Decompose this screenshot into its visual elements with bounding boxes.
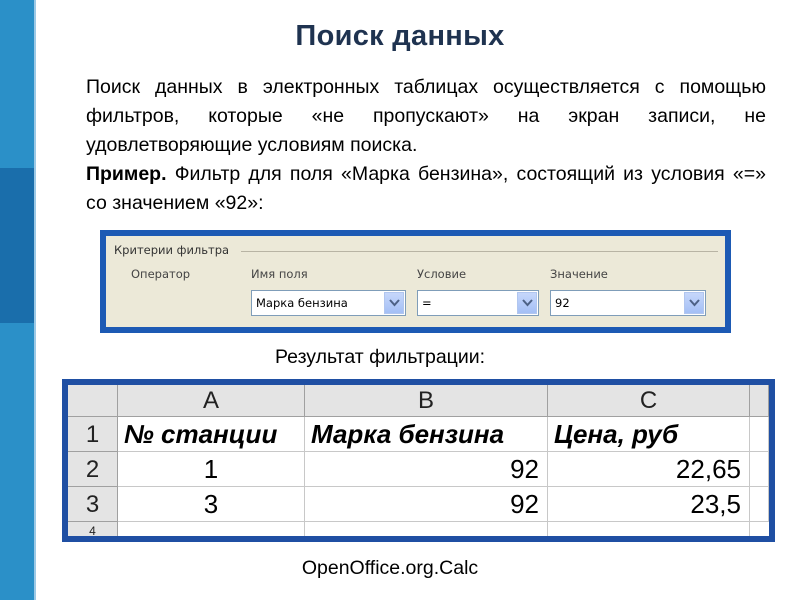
result-spreadsheet [68,385,769,536]
cell-a2[interactable]: 1 [118,452,305,487]
chevron-down-icon[interactable] [384,292,404,314]
cell-c3[interactable]: 23,5 [548,487,750,522]
sheet-corner[interactable] [68,385,118,417]
example-label: Пример. [86,163,167,185]
left-decorative-stripe [0,0,34,600]
cell-d1[interactable] [750,417,769,452]
paragraph-intro [86,73,766,160]
column-label-field-name: Имя поля [251,267,308,281]
cell-b3[interactable]: 92 [305,487,548,522]
field-name-value: Марка бензина [256,296,348,310]
column-header-b[interactable]: B [305,385,548,417]
row-header-1[interactable]: 1 [68,417,118,452]
slide-title: Поиск данных [295,20,505,52]
intro-text: Поиск данных в электронных таблицах осуществляется с помощью фильтров, которые «не пропускают» на экран записи, не удовлетворяющие условиям поиска. [86,76,766,156]
cell-a4[interactable] [118,522,305,536]
value-select[interactable] [550,290,706,316]
result-label: Результат фильтрации: [275,346,486,368]
cell-c1[interactable]: Цена, руб [548,417,750,452]
cell-d3[interactable] [750,487,769,522]
cell-c4[interactable] [548,522,750,536]
cell-b1[interactable]: Марка бензина [305,417,548,452]
stripe-segment-middle [0,168,34,323]
row-header-2[interactable]: 2 [68,452,118,487]
cell-a1[interactable]: № станции [118,417,305,452]
column-label-operator: Оператор [131,267,191,281]
column-header-c[interactable]: C [548,385,750,417]
stripe-divider [34,0,36,600]
condition-select[interactable] [417,290,539,316]
column-header-extra[interactable] [750,385,769,417]
row-header-3[interactable]: 3 [68,487,118,522]
filter-legend: Критерии фильтра [114,243,233,257]
row-header-4[interactable]: 4 [68,522,118,536]
cell-d2[interactable] [750,452,769,487]
footer-caption: OpenOffice.org.Calc [301,557,479,579]
column-header-a[interactable]: A [118,385,305,417]
field-name-select[interactable] [251,290,406,316]
chevron-down-icon[interactable] [517,292,537,314]
cell-c2[interactable]: 22,65 [548,452,750,487]
cell-a3[interactable]: 3 [118,487,305,522]
filter-criteria-panel [106,236,725,327]
cell-b4[interactable] [305,522,548,536]
column-label-condition: Условие [417,267,467,281]
paragraph-example [86,160,766,218]
condition-value: = [422,296,432,310]
groupbox-rule [241,251,718,252]
chevron-down-icon[interactable] [684,292,704,314]
column-label-value: Значение [550,267,608,281]
example-text: Фильтр для поля «Марка бензина», состоящий из условия «=» со значением «92»: [86,163,766,214]
cell-b2[interactable]: 92 [305,452,548,487]
value-value: 92 [555,296,570,310]
